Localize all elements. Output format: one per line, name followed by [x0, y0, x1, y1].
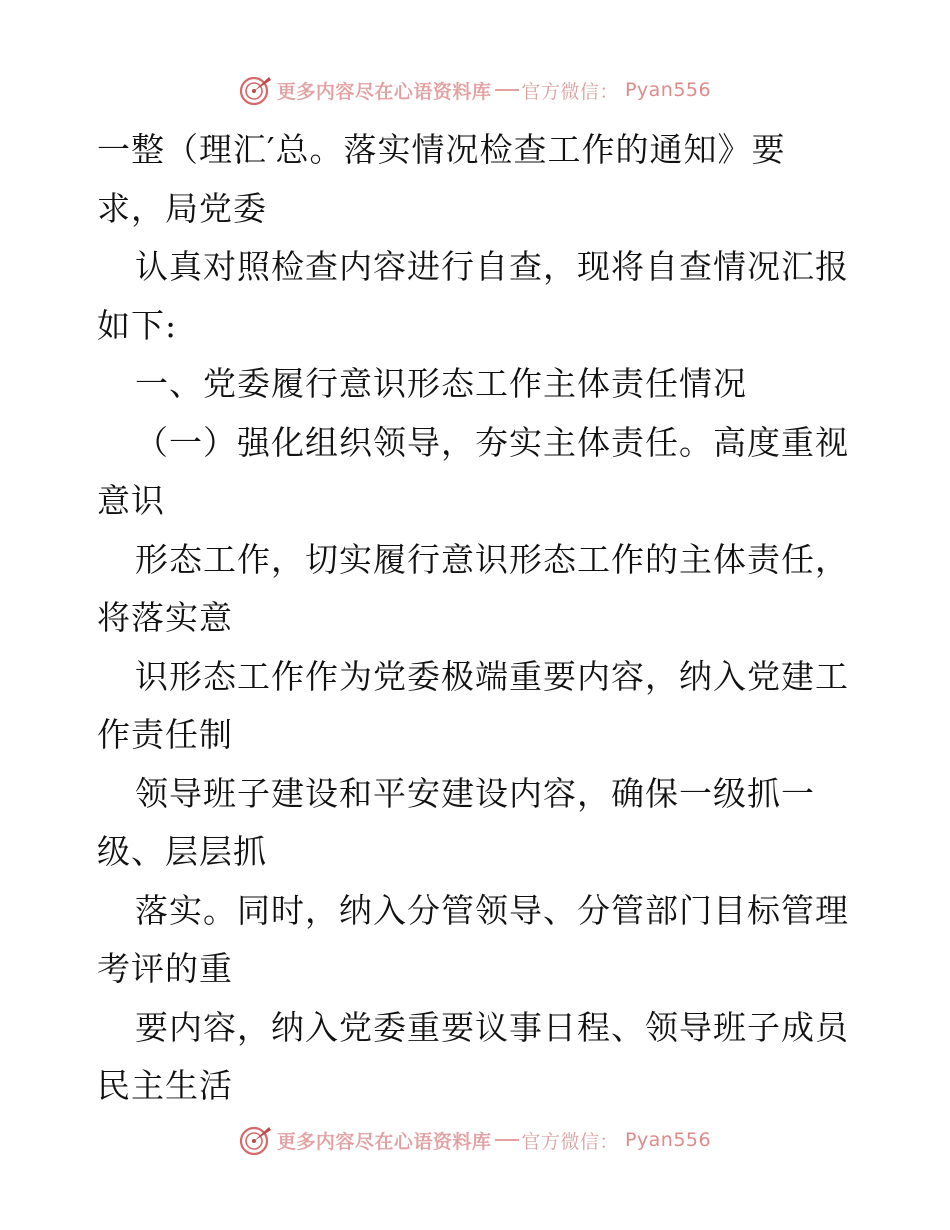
- text-line: 意识: [97, 481, 165, 520]
- watermark-id: Pyan556: [624, 1129, 712, 1151]
- text-line: 识形态工作作为党委极端重要内容，纳入党建工: [135, 656, 849, 696]
- text-line: 求，局党委: [97, 188, 267, 228]
- watermark-brand: 更多内容尽在心语资料库: [276, 80, 492, 103]
- text-line: 领导班子建设和平安建设内容，确保一级抓一: [135, 773, 815, 813]
- text-line: 形态工作，切实履行意识形态工作的主体责任，: [135, 539, 849, 579]
- watermark-label: 官方微信：: [521, 80, 619, 103]
- text-line: （一）强化组织领导，夯实主体责任。高度重视: [135, 422, 849, 462]
- watermark-id: Pyan556: [624, 79, 712, 101]
- text-line: 级、层层抓: [97, 832, 267, 871]
- watermark-footer: [0, 1120, 950, 1160]
- watermark-dash: [495, 89, 519, 91]
- document-body: [97, 121, 857, 1116]
- watermark-label: 官方微信：: [521, 1130, 619, 1153]
- watermark-dash: [495, 1139, 519, 1141]
- text-line: 作责任制: [97, 715, 233, 754]
- text-line: 一整（理汇′总。落实情况检查工作的通知》要: [97, 130, 786, 169]
- text-line: 落实。同时，纳入分管领导、分管部门目标管理: [135, 890, 849, 930]
- text-line: 考评的重: [97, 949, 233, 988]
- pen-nib-circle-icon: [239, 73, 273, 107]
- pen-nib-circle-icon: [239, 1123, 273, 1157]
- text-line: 认真对照检查内容进行自查，现将自查情况汇报: [135, 247, 849, 286]
- text-line: 将落实意: [97, 598, 233, 637]
- watermark-brand: 更多内容尽在心语资料库: [276, 1130, 492, 1153]
- text-line: 民主生活: [97, 1066, 233, 1105]
- text-line: 要内容，纳入党委重要议事日程、领导班子成员: [135, 1007, 849, 1047]
- watermark-header: [0, 70, 950, 110]
- text-line: 一、党委履行意识形态工作主体责任情况: [135, 364, 747, 403]
- text-line: 如下:: [97, 305, 178, 345]
